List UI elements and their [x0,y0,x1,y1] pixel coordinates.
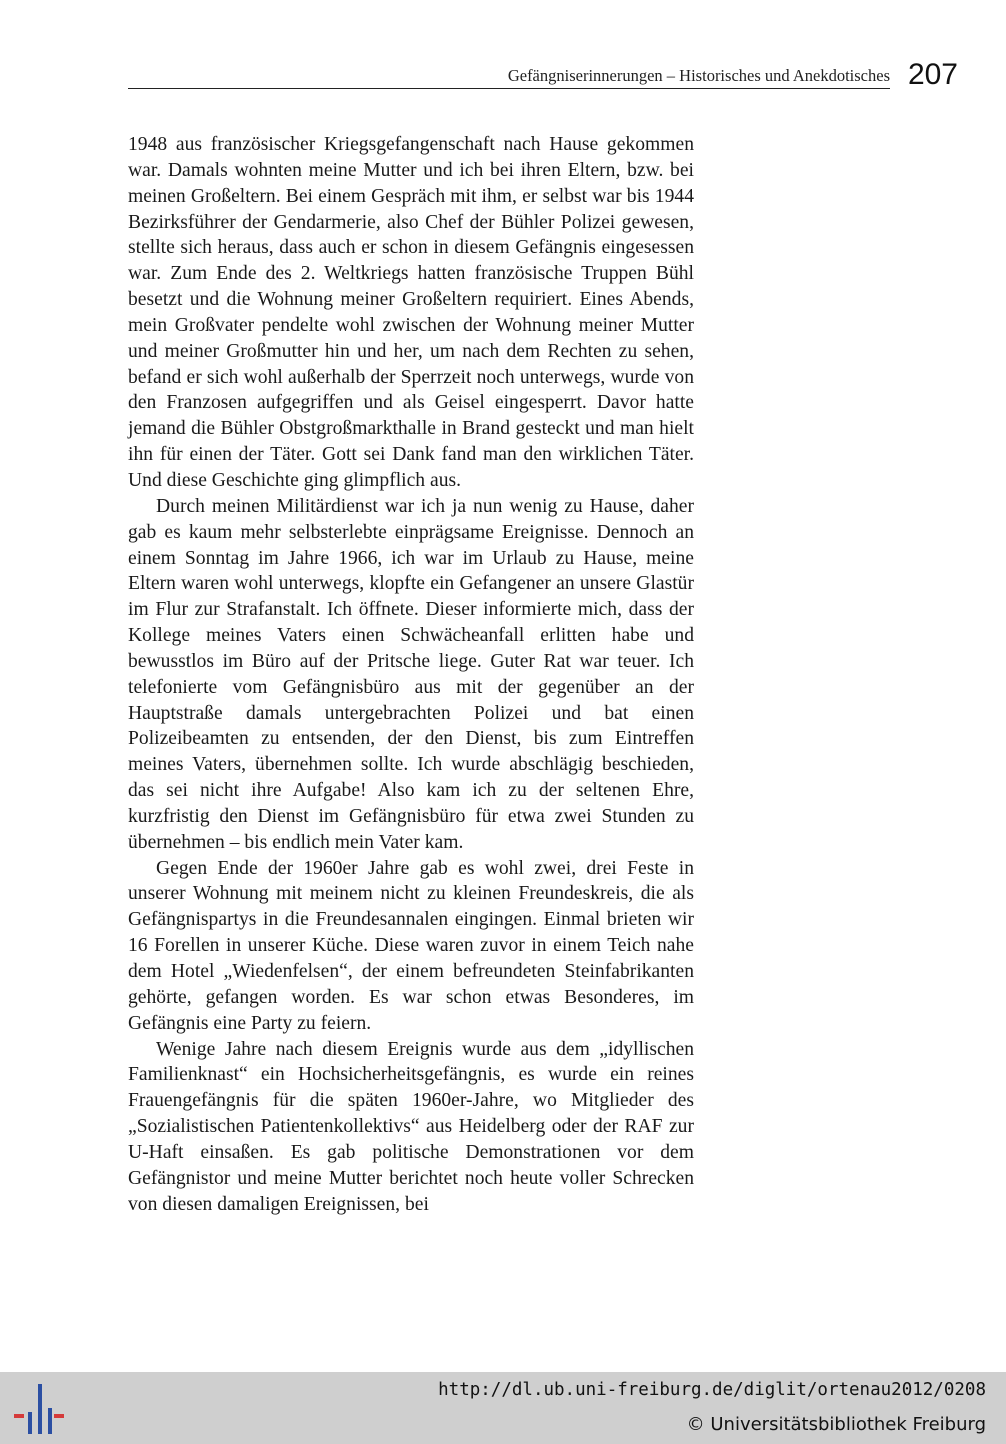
running-header [128,60,958,96]
footer-url-link[interactable]: http://dl.ub.uni-freiburg.de/diglit/ortenau2012/0208 [438,1380,986,1400]
header-rule [128,88,890,89]
paragraph-2: Durch meinen Militärdienst war ich ja nun wenig zu Hause, daher gab es kaum mehr selbsterlebte einprägsame Ereignisse. Dennoch an einem Sonntag im Jahre 1966, ich war im Urlaub zu Hause, meine Eltern waren wohl unterwegs, klopfte ein Gefangener an unsere Glastür im Flur zur Strafanstalt. Ich öffnete. Dieser informierte mich, dass der Kollege meines Vaters einen Schwächeanfall erlitten habe und bewusstlos im Büro auf der Pritsche liege. Guter Rat war teuer. Ich telefonierte vom Gefängnisbüro aus mit der gegenüber an der Hauptstraße damals untergebrachten Polizei und bat einen Polizeibeamten zu entsenden, der den Dienst, bis zum Eintreffen meines Vaters, übernehmen sollte. Ich wurde abschlägig beschieden, das sei nicht ihre Aufgabe! Also kam ich zu der seltenen Ehre, kurzfristig den Dienst im Gefängnisbüro für etwa zwei Stunden zu übernehmen – bis endlich mein Vater kam. [128,495,694,853]
paragraph-1: 1948 aus französischer Kriegsgefangenschaft nach Hause gekommen war. Damals wohnten meine Mutter und ich bei ihren Eltern, bzw. bei meinen Großeltern. Bei einem Gespräch mit ihm, er selbst war bis 1944 Bezirksführer der Gendarmerie, also Chef der Bühler Polizei gewesen, stellte sich heraus, dass auch er schon in diesem Gefängnis eingesessen war. Zum Ende des 2. Weltkriegs hatten französische Truppen Bühl besetzt und die Wohnung meiner Großeltern requiriert. Eines Abends, mein Großvater pendelte wohl zwischen der Wohnung meiner Mutter und meiner Großmutter hin und her, um nach dem Rechten zu sehen, befand er sich wohl außerhalb der Sperrzeit noch unterwegs, wurde von den Franzosen aufgegriffen und als Geisel eingesperrt. Davor hatte jemand die Bühler Obstgroßmarkthalle in Brand gesteckt und man hielt ihn für einen der Täter. Gott sei Dank fand man den wirklichen Täter. Und diese Geschichte ging glimpflich aus. [128,134,694,491]
footer-copyright: © Universitätsbibliothek Freiburg [686,1414,986,1435]
paragraph-3: Gegen Ende der 1960er Jahre gab es wohl zwei, drei Feste in unserer Wohnung mit meinem nicht zu kleinen Freundeskreis, die als Gefängnispartys in die Freundesannalen eingingen. Einmal brieten wir 16 Forellen in unserer Küche. Diese waren zuvor in einem Teich nahe dem Hotel „Wiedenfelsen“, der einem befreundeten Steinfabrikanten gehörte, gefangen worden. Es war schon etwas Besonderes, im Gefängnis eine Party zu feiern. [128,857,694,1034]
running-title: Gefängniserinnerungen – Historisches und Anekdotisches [507,66,890,85]
body-text [128,132,694,1217]
footer-bar [0,1372,1006,1444]
ub-freiburg-logo-icon [14,1382,64,1436]
paragraph-4: Wenige Jahre nach diesem Ereignis wurde aus dem „idyllischen Familienknast“ ein Hochsicherheitsgefängnis, es wurde ein reines Frauengefängnis für die späten 1960er-Jahre, wo Mitglieder des „Sozialistischen Patientenkollektivs“ aus Heidelberg oder der RAF zur U-Haft einsaßen. Es gab politische Demonstrationen vor dem Gefängnistor und meine Mutter berichtet noch heute voller Schrecken von diesen damaligen Ereignissen, bei [128,1038,694,1215]
page-number: 207 [907,58,958,91]
